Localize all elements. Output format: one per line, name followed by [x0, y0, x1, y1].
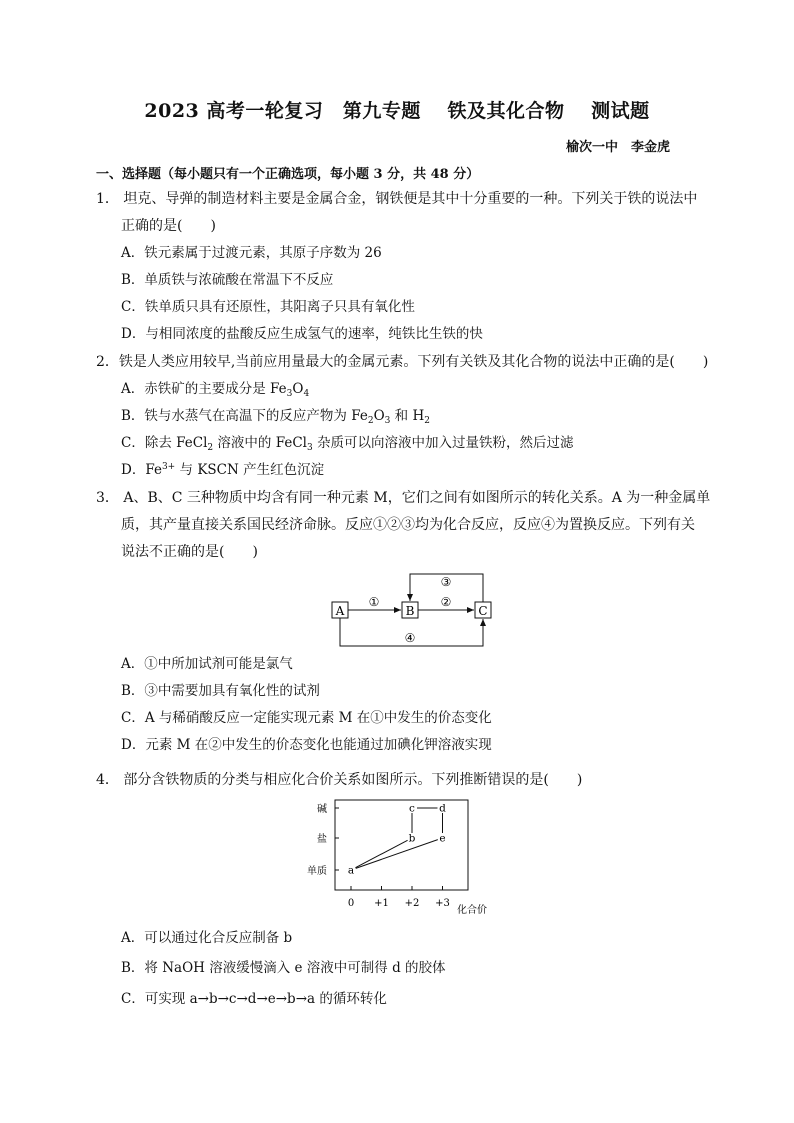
label-r2: ②	[440, 595, 452, 609]
q3-option-b: B．③中需要加具有氧化性的试剂	[121, 683, 320, 699]
q1-stem-line1: 1． 坦克、导弹的制造材料主要是金属合金，钢铁便是其中十分重要的一种。下列关于铁的说法中	[96, 191, 698, 207]
chart-frame	[335, 800, 468, 890]
q3-stem-line1: 3． A、B、C 三种物质中均含有同一种元素 M，它们之间有如图所示的转化关系。A 为一种金属单	[96, 490, 711, 506]
link-a-e	[356, 840, 438, 869]
q4-valence-chart	[298, 796, 503, 920]
chart-xlabel: 化合价	[457, 905, 487, 916]
y-tick-label: 碱	[317, 804, 327, 815]
page-title: 2023 高考一轮复习 第九专题 铁及其化合物 测试题	[144, 100, 650, 122]
q3-option-d: D．元素 M 在②中发生的价态变化也能通过加碘化钾溶液实现	[121, 737, 492, 753]
q1-option-d: D．与相同浓度的盐酸反应生成氢气的速率，纯铁比生铁的快	[121, 326, 483, 342]
label-r4: ④	[404, 631, 416, 645]
point-c: c	[409, 802, 415, 815]
q1-option-b: B．单质铁与浓硫酸在常温下不反应	[121, 272, 334, 288]
section-heading: 一、选择题（每小题只有一个正确选项，每小题 3 分，共 48 分）	[96, 167, 480, 182]
q3-stem-line3: 说法不正确的是( )	[121, 544, 258, 560]
point-a: a	[347, 864, 355, 877]
point-b: b	[408, 832, 416, 845]
q3-conversion-diagram	[320, 568, 500, 650]
q3-stem-line2: 质，其产量直接关系国民经济命脉。反应①②③均为化合反应，反应④为置换反应。下列有关	[121, 517, 695, 533]
point-d: d	[439, 802, 446, 815]
q4-option-a: A．可以通过化合反应制备 b	[121, 930, 293, 946]
x-tick-label: +3	[435, 898, 450, 909]
q2-option-a: A．赤铁矿的主要成分是 $Fe_3O_4$	[121, 381, 310, 399]
x-tick-label: +2	[404, 898, 420, 909]
q4-stem: 4． 部分含铁物质的分类与相应化合价关系如图所示。下列推断错误的是( )	[96, 772, 583, 788]
q1-option-c: C．铁单质只具有还原性，其阳离子只具有氧化性	[121, 299, 415, 315]
q3-option-a: A．①中所加试剂可能是氯气	[121, 656, 293, 672]
q3-option-c: C．A 与稀硝酸反应一定能实现元素 M 在①中发生的价态变化	[121, 710, 492, 726]
q4-option-b: B．将 NaOH 溶液缓慢滴入 e 溶液中可制得 d 的胶体	[121, 960, 446, 976]
q4-option-c: C．可实现 a→b→c→d→e→b→a 的循环转化	[121, 991, 387, 1007]
q2-option-b: B．铁与水蒸气在高温下的反应产物为 $Fe_2O_3$ 和 $H_2$	[121, 408, 430, 426]
q1-option-a: A．铁元素属于过渡元素，其原子序数为 26	[121, 245, 382, 261]
node-b-label: B	[405, 604, 415, 618]
q2-option-d: D．$Fe^{3+}$ 与 KSCN 产生红色沉淀	[121, 462, 325, 478]
y-tick-label: 盐	[317, 834, 327, 845]
x-tick-label: +1	[374, 898, 389, 909]
q1-stem-line2: 正确的是( )	[121, 218, 216, 234]
q2-option-c: C．除去 FeCl$_2$ 溶液中的 FeCl$_3$ 杂质可以向溶液中加入过量铁粉，然后过滤	[121, 435, 574, 453]
y-tick-label: 单质	[307, 866, 327, 877]
author-line: 榆次一中 李金虎	[565, 140, 670, 155]
link-a-b	[355, 840, 407, 867]
point-e: e	[439, 832, 446, 845]
label-r1: ①	[368, 595, 380, 609]
q2-stem: 2．铁是人类应用较早,当前应用量最大的金属元素。下列有关铁及其化合物的说法中正确的是( )	[96, 354, 709, 370]
node-a-label: A	[335, 604, 345, 618]
x-tick-label: 0	[347, 898, 355, 909]
label-r3: ③	[440, 575, 452, 589]
node-c-label: C	[478, 604, 488, 618]
